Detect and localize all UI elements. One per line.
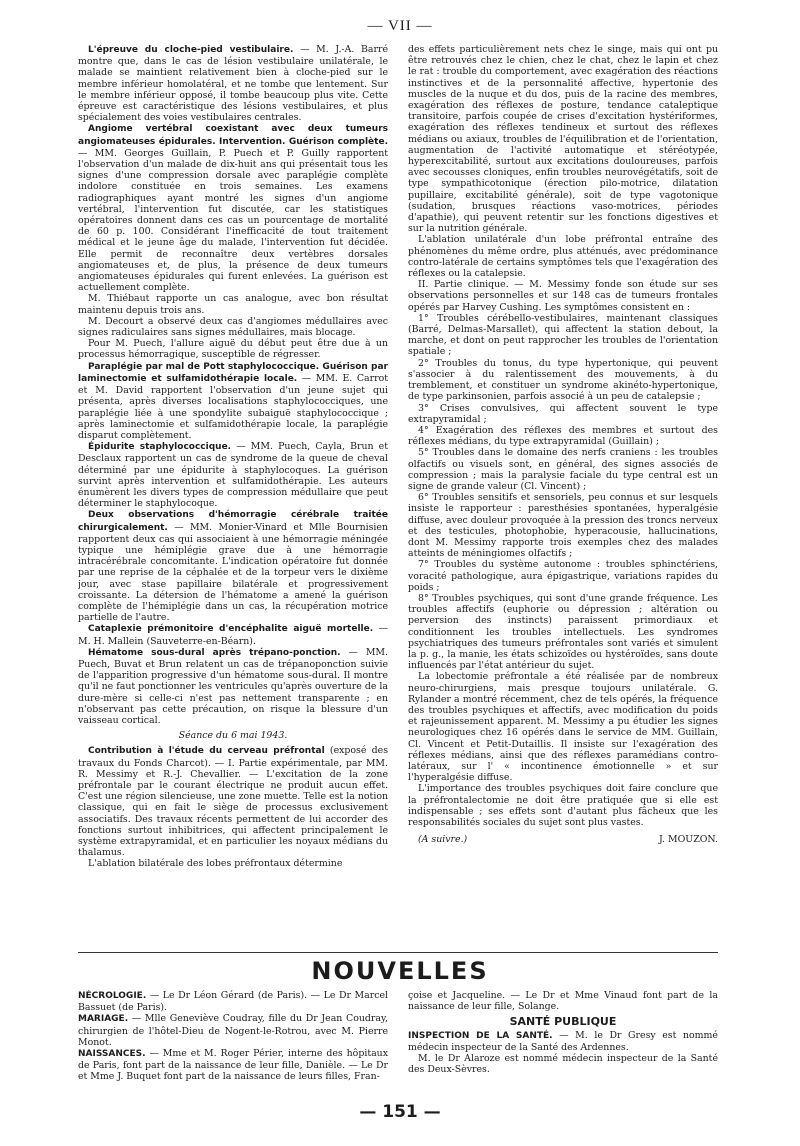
paragraph: Pour M. Puech, l'allure aiguë du début peut être due à un processus hémorragique, susceptible de régresser. [78,338,388,361]
paragraph: Cataplexie prémonitoire d'encéphalite aiguë mortelle. — M. H. Mallein (Sauveterre-en-Béarn). [78,623,388,647]
news-item: NÉCROLOGIE. — Le Dr Léon Gérard (de Paris). — Le Dr Marcel Bassuet (de Paris). [78,990,388,1014]
paragraph: Contribution à l'étude du cerveau préfrontal (exposé des travaux du Fonds Charcot). — I. Partie expérimentale, par MM. R. Messimy et R.-J. Chevallier. — L'excitation de la zone préfrontale par le courant électrique ne produit aucun effet. C'est une région silencieuse, une zone muette. Telle est la notion classique, qui en fait le siège de processus exclusivement associatifs. Des travaux récents permettent de lui accorder des fonctions surtout inhibitrices, qui affectent principalement le système extrapyramidal, et en particulier les noyaux médians du thalamus. [78,745,388,859]
news-heading: MARIAGE. [78,1014,129,1025]
news-item: MARIAGE. — Mlle Geneviève Coudray, fille du Dr Jean Coudray, chirurgien de l'hôtel-Dieu de Nogent-le-Rotrou, avec M. Pierre Monot. [78,1013,388,1048]
left-column [78,44,388,924]
paragraph: M. Thiébaut rapporte un cas analogue, avec bon résultat maintenu depuis trois ans. [78,293,388,316]
news-heading: NÉCROLOGIE. [78,991,147,1001]
news-item: INSPECTION DE LA SANTÉ. — M. le Dr Gresy est nommé médecin inspecteur de la Santé des Ardennes. [408,1029,718,1053]
paragraph: M. Decourt a observé deux cas d'angiomes médullaires avec signes radiculaires sans signes médullaires, mais blocage. [78,315,388,339]
paragraph: L'épreuve du cloche-pied vestibulaire. — M. J.-A. Barré montre que, dans le cas de lésion vestibulaire unilatérale, le malade se maintient relativement bien à cloche-pied sur le membre inférieur homolatéral, et ne tombe que lentement. Sur le membre inférieur opposé, il tombe beaucoup plus vite. Cette épreuve est caractéristique des lésions vestibulaires, et plus spécialement des voies vestibulaires centrales. [78,44,388,124]
paragraph-heading: Paraplégie par mal de Pott staphylococcique. Guérison par laminectomie et sulfamidothérapie locale. [78,361,388,384]
page-header: — VII — [367,18,433,34]
paragraph-heading: Cataplexie prémonitoire d'encéphalite aiguë mortelle. [88,624,374,635]
paragraph: 5° Troubles dans le domaine des nerfs craniens : les troubles olfactifs ou visuels sont, en général, des signes associés de compression ; mais la paralysie faciale du type central est un signe de grande valeur (Cl. Vincent) ; [408,447,718,492]
paragraph: La lobectomie préfrontale a été réalisée par de nombreux neuro-chirurgiens, mais presque toujours unilatérale. G. Rylander a montré récemment, chez de tels opérés, la fréquence des troubles psychiques et affectifs, avec modification du poids et rajeunissement apparent. M. Messimy a pu étudier les signes neurologiques chez 16 opérés dans le service de MM. Guillain, Cl. Vincent et Petit-Dutaillis. Il insiste sur l'exagération des réflexes médians, ainsi que des réflexes paramédians contro-latéraux, sur l' « incontinence émotionnelle » et sur l'hyperalgésie diffuse. [408,671,718,784]
paragraph: L'importance des troubles psychiques doit faire conclure que la préfrontalectomie ne doit être pratiquée que si elle est indispensable ; ses effets sont d'autant plus fâcheux que les responsabilités sociales du sujet sont plus vastes. [408,783,718,829]
section-divider [78,952,718,953]
article-columns [78,44,718,924]
session-date: Séance du 6 mai 1943. [178,730,288,742]
public-health-title: SANTÉ PUBLIQUE [509,1015,617,1029]
paragraph: Angiome vertébral coexistant avec deux tumeurs angiomateuses épidurales. Intervention. Guérison complète. — MM. Georges Guillain, P. Puech et P. Guilly rapportent l'observation d'un malade de dix-huit ans qui présentait tous les signes d'une compression dorsale avec paraplégie complète indolore constituée en trois semaines. Les examens radiographiques ayant montré les signes d'un angiome vertébral, l'intervention fut discutée, car les statistiques opératoires donnent dans ces cas un pourcentage de mortalité de 60 p. 100. Considérant l'inefficacité de tout traitement médical et le jeune âge du malade, l'intervention fut décidée. Elle permit de reconnaître deux vertèbres dorsales angiomateuses et, de plus, la présence de deux tumeurs angiomateuses épidurales qui furent enlevées. La guérison est actuellement complète. [78,124,388,294]
paragraph: Hématome sous-dural après trépano-ponction. — MM. Puech, Buvat et Brun relatent un cas de trépanoponction suivie de l'apparition progressive d'un hématome sous-dural. Il montre qu'il ne faut ponctionner les ventricules qu'après ouverture de la dure-mère si celle-ci n'est pas nettement transparente ; en n'observant pas cette précaution, on risque la blessure d'un vaisseau cortical. [78,646,388,726]
news-heading: INSPECTION DE LA SANTÉ. [408,1030,553,1041]
paragraph: 3° Crises convulsives, qui affectent souvent le type extrapyramidal ; [408,402,718,425]
right-column [408,44,718,924]
paragraph: 4° Exagération des réflexes des membres et surtout des réflexes médians, du type extrapyramidal (Guillain) ; [408,424,718,448]
paragraph: Épidurite staphylococcique. — MM. Puech, Cayla, Brun et Desclaux rapportent un cas de syndrome de la queue de cheval déterminé par une épidurite à staphylocoques. La guérison survint après intervention et sulfamidothérapie. Les auteurs énumèrent les divers types de compression médullaire que peut déterminer le staphylocoque. [78,441,388,510]
paragraph: 7° Troubles du système autonome : troubles sphinctériens, voracité pathologique, aura épigastrique, variations rapides du poids ; [408,559,718,593]
news-title: NOUVELLES [311,957,489,985]
paragraph: 2° Troubles du tonus, du type hypertonique, qui peuvent s'associer à du ralentissement des mouvements, à du tremblement, et constituer un syndrome akinéto-hypertonique, de type parkinsonien, parfois associé à un peu de catalepsie ; [408,357,718,403]
article-signoff [408,834,718,845]
paragraph-heading: L'épreuve du cloche-pied vestibulaire. [88,45,294,55]
news-item: M. le Dr Alaroze est nommé médecin inspecteur de la Santé des Deux-Sèvres. [408,1053,718,1076]
paragraph-heading: Deux observations d'hémorragie cérébrale traitée chirurgicalement. [78,510,388,533]
paragraph-heading: Hématome sous-dural après trépano-ponction. [88,647,341,658]
paragraph-heading: Contribution à l'étude du cerveau préfrontal [88,746,325,757]
page-number: — 151 — [359,1102,441,1122]
paragraph: Deux observations d'hémorragie cérébrale traitée chirurgicalement. — MM. Monier-Vinard et Mlle Bournisien rapportent deux cas qui associaient à une hémorragie méningée typique une hémiplégie grave due à une hémorragie intracérébrale concomitante. L'indication opératoire fut donnée par une reprise de la céphalée et de la torpeur vers le dixième jour, avec stase papillaire bilatérale et progressivement croissante. La détersion de l'hématome a amené la guérison complète de l'hémiplégie dans un cas, la récupération motrice partielle de l'autre. [78,510,388,624]
news-right-column [408,990,718,1083]
paragraph: 6° Troubles sensitifs et sensoriels, peu connus et sur lesquels insiste le rapporteur : paresthésies spontanées, hyperalgésie diffuse, avec douleur provoquée à la pression des troncs nerveux et des testicules, photophobie, hyperacousie, hallucinations, dont M. Messimy rapporte trois exemples chez des malades atteints de méningiomes olfactifs ; [408,492,718,560]
news-heading: NAISSANCES. [78,1049,146,1060]
to-be-continued: (A suivre.) [418,834,468,846]
paragraph: Paraplégie par mal de Pott staphylococcique. Guérison par laminectomie et sulfamidothérapie locale. — MM. E. Carrot et M. David rapportent l'observation d'un jeune sujet qui présenta, après diverses localisations staphylococciques, une paraplégie liée à une spondylite subaiguë staphylococcique ; après laminectomie et sulfamidothérapie locale, la paraplégie disparut complètement. [78,361,388,441]
paragraph-heading: Épidurite staphylococcique. [88,442,232,453]
news-left-column [78,990,388,1083]
news-item: NAISSANCES. — Mme et M. Roger Périer, interne des hôpitaux de Paris, font part de la naissance de leur fille, Danièle. — Le Dr et Mme J. Buquet font part de la naissance de leurs filles, Fran- [78,1048,388,1083]
paragraph: L'ablation bilatérale des lobes préfrontaux détermine [88,858,343,870]
news-item: çoise et Jacqueline. — Le Dr et Mme Vinaud font part de la naissance de leur fille, Solange. [408,990,718,1013]
paragraph: 8° Troubles psychiques, qui sont d'une grande fréquence. Les troubles affectifs (euphorie ou dépression ; altération ou perversion des instincts) paraissent primordiaux et conditionnent les troubles intellectuels. Les syndromes psychiatriques des tumeurs préfrontales sont variés et simulent la p. g., la manie, les états schizoïdes ou hystéroïdes, sans doute influencés par l'état antérieur du sujet. [408,592,718,672]
paragraph: L'ablation unilatérale d'un lobe préfrontal entraîne des phénomènes du même ordre, plus atténués, avec prédominance contro-latérale de certains symptômes tels que l'exagération des réflexes ou la catalepsie. [408,234,718,280]
paragraph-heading: Angiome vertébral coexistant avec deux tumeurs angiomateuses épidurales. Intervention. Guérison complète. [78,124,388,147]
paragraph: II. Partie clinique. — M. Messimy fonde son étude sur ses observations personnelles et sur 148 cas de tumeurs frontales opérés par Harvey Cushing. Les symptômes consistent en : [408,279,718,313]
news-section [78,990,718,1083]
paragraph: 1° Troubles cérébello-vestibulaires, maintenant classiques (Barré, Delmas-Marsallet), qui affectent la station debout, la marche, et dont on peut rapprocher les troubles de l'orientation spatiale ; [408,312,718,358]
author-name: J. MOUZON. [659,834,718,846]
paragraph: des effets particulièrement nets chez le singe, mais qui ont pu être retrouvés chez le chien, chez le chat, chez le lapin et chez le rat : trouble du comportement, avec exagération des réactions instinctives et de la personnalité affective, hypertonie des muscles de la nuque et du dos, puis de la racine des membres, exagération des réflexes de posture, tendance cataleptique transitoire, parfois coupée de crises d'excitation hystériformes, exagération des réflexes tendineux et surtout des réflexes médians ou axiaux, troubles de l'équilibration et de l'orientation, augmentation de l'activité automatique et stéréotypée, hyperexcitabilité, surtout aux excitations douloureuses, parfois avec secousses cloniques, enfin troubles neurovégétatifs, soit de type sympathicotonique (érection pilo-motrice, dilatation pupillaire, excitabilité générale), soit de type vagotonique (sudation, brusques réactions vaso-motrices, périodes d'apathie), qui peuvent retentir sur les fonctions digestives et sur la nutrition générale. [408,44,718,235]
